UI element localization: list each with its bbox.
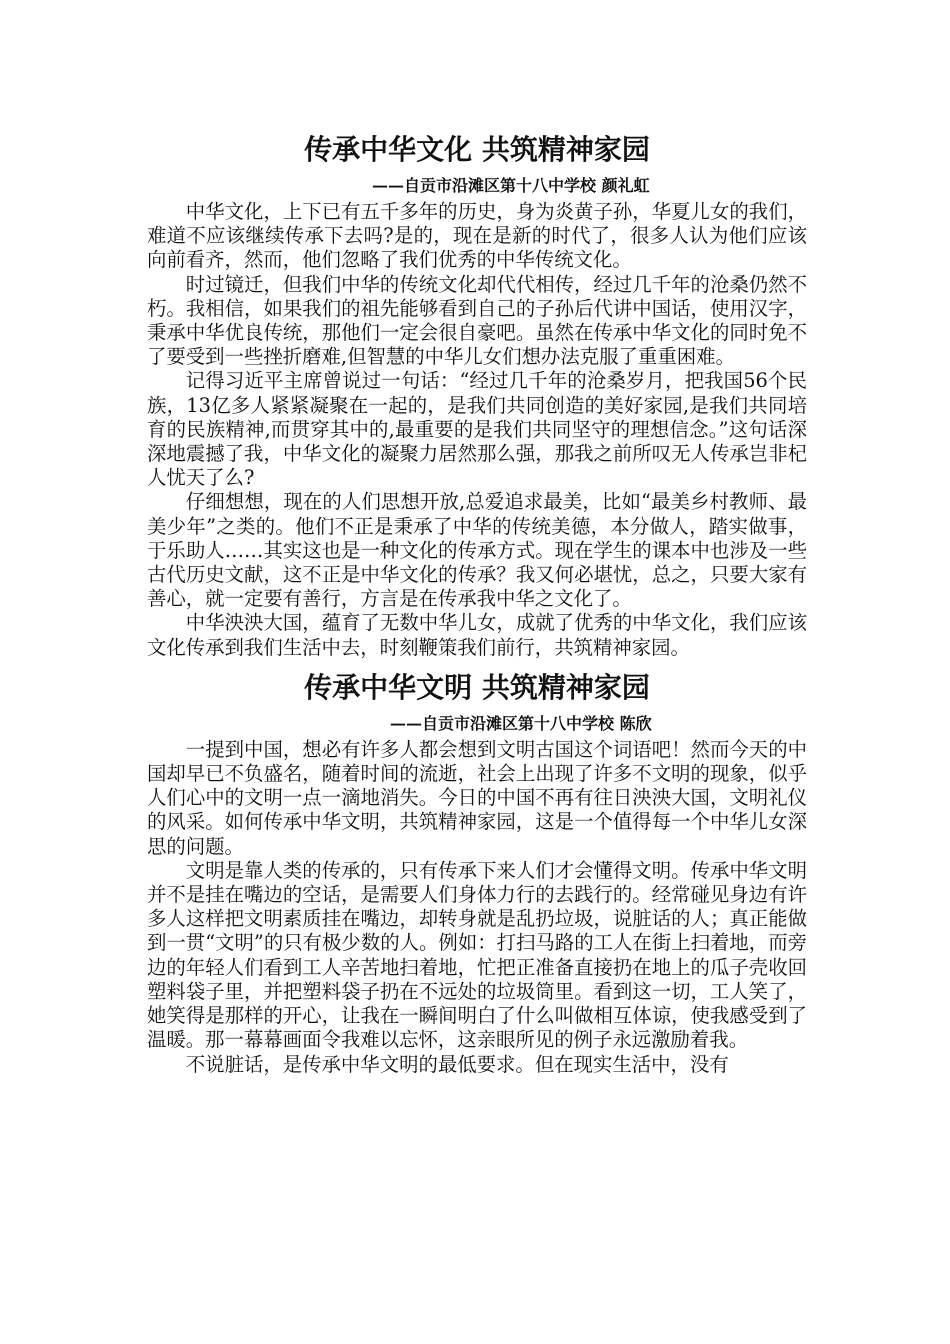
document-page <box>147 128 807 1077</box>
article-byline: ——自贡市沿滩区第十八中学校 陈欣 <box>390 713 652 733</box>
paragraph: 记得习近平主席曾说过一句话：“经过几千年的沧桑岁月，把我国56个民族，13亿多人紧紧凝聚在一起的，是我们共同创造的美好家园,是我们共同培育的民族精神,而贯穿其中的,最重要的是我们共同坚守的理想信念。”这句话深深地震撼了我，中华文化的凝聚力居然那么强，那我之前所叹无人传承岂非杞人忧天了么? <box>147 369 807 490</box>
paragraph: 中华文化，上下已有五千多年的历史，身为炎黄子孙，华夏儿女的我们，难道不应该继续传承下去吗?是的，现在是新的时代了，很多人认为他们应该向前看齐，然而，他们忽略了我们优秀的中华传统文化。 <box>147 200 807 272</box>
paragraph: 仔细想想，现在的人们思想开放,总爱追求最美，比如“最美乡村教师、最美少年”之类的。他们不正是秉承了中华的传统美德，本分做人，踏实做事，于乐助人……其实这也是一种文化的传承方式。现在学生的课本中也涉及一些古代历史文献，这不正是中华文化的传承？我又何必堪忧，总之，只要大家有善心，就一定要有善行，方言是在传承我中华之文化了。 <box>147 490 807 611</box>
article-title: 传承中华文明 共筑精神家园 <box>304 670 650 704</box>
paragraph: 一提到中国，想必有许多人都会想到文明古国这个词语吧！然而今天的中国却早已不负盛名，随着时间的流逝，社会上出现了许多不文明的现象，似乎人们心中的文明一点一滴地消失。今日的中国不再有往日泱泱大国，文明礼仪的风采。如何传承中华文明，共筑精神家园，这是一个值得每一个中华儿女深思的问题。 <box>147 737 807 858</box>
article-civilization <box>147 666 807 1077</box>
article-byline: ——自贡市沿滩区第十八中学校 颜礼虹 <box>372 176 650 195</box>
paragraph: 时过镜迁，但我们中华的传统文化却代代相传，经过几千年的沧桑仍然不朽。我相信，如果我们的祖先能够看到自己的子孙后代讲中国话，使用汉字，秉承中华优良传统，那他们一定会很自豪吧。虽然在传承中华文化的同时免不了要受到一些挫折磨难,但智慧的中华儿女们想办法克服了重重困难。 <box>147 272 807 369</box>
paragraph: 中华泱泱大国，蕴育了无数中华儿女，成就了优秀的中华文化，我们应该文化传承到我们生活中去，时刻鞭策我们前行，共筑精神家园。 <box>147 611 807 659</box>
paragraph: 文明是靠人类的传承的，只有传承下来人们才会懂得文明。传承中华文明并不是挂在嘴边的空话，是需要人们身体力行的去践行的。经常碰见身边有许多人这样把文明素质挂在嘴边，却转身就是乱扔垃圾，说脏话的人；真正能做到一贯“文明”的只有极少数的人。例如：打扫马路的工人在街上扫着地，而旁边的年轻人们看到工人辛苦地扫着地，忙把正准备直接扔在地上的瓜子壳收回塑料袋子里，并把塑料袋子扔在不远处的垃圾筒里。看到这一切，工人笑了，她笑得是那样的开心，让我在一瞬间明白了什么叫做相互体谅，使我感受到了温暖。那一幕幕画面令我难以忘怀，这亲眼所见的例子永远激励着我。 <box>147 858 807 1052</box>
article-culture <box>147 128 807 660</box>
article-title: 传承中华文化 共筑精神家园 <box>304 133 650 166</box>
paragraph: 不说脏话，是传承中华文明的最低要求。但在现实生活中，没有 <box>185 1052 729 1076</box>
